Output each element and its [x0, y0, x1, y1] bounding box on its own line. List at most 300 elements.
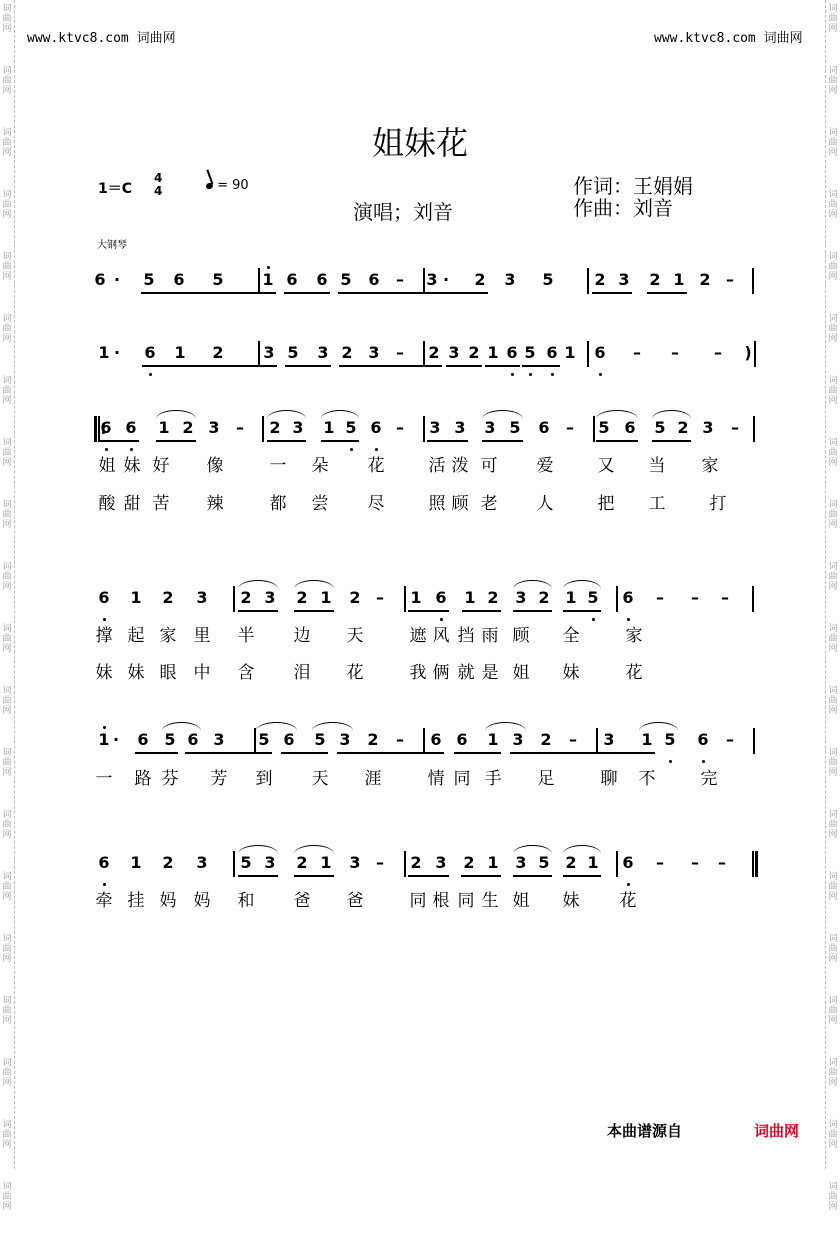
bar-line — [423, 416, 425, 442]
note: 2 — [677, 418, 689, 437]
lyric-char: 顾 — [451, 494, 469, 514]
note: 5 — [345, 418, 357, 437]
watermark-text: 词曲网 — [828, 314, 838, 344]
note: 1 — [487, 343, 499, 362]
octave-dot — [350, 448, 353, 451]
slur-arc — [294, 580, 334, 589]
note: – — [656, 853, 664, 872]
lyric-char: 泼 — [451, 456, 469, 476]
lyric-char: 爱 — [536, 456, 554, 476]
note: 5 — [509, 418, 521, 437]
lyric-char: 就 — [457, 663, 475, 683]
lyric-char: 工 — [648, 494, 666, 514]
watermark-text: 词曲网 — [2, 190, 12, 220]
note: 1 — [641, 730, 653, 749]
note: 6 — [144, 343, 156, 362]
watermark-text: 词曲网 — [828, 66, 838, 96]
watermark-text: 词曲网 — [2, 748, 12, 778]
slur-arc — [563, 845, 601, 854]
note: 5 — [587, 588, 599, 607]
note: 2 — [296, 853, 308, 872]
note: 1 — [673, 270, 685, 289]
bar-line — [587, 341, 589, 367]
bar-line — [587, 268, 589, 294]
note: – — [396, 418, 404, 437]
bar-line — [593, 416, 595, 442]
song-title: 姐妹花 — [371, 124, 468, 162]
note: – — [566, 418, 574, 437]
note: 6 — [624, 418, 636, 437]
note: – — [726, 730, 734, 749]
watermark-text: 词曲网 — [828, 128, 838, 158]
bar-line — [752, 851, 754, 877]
lyric-char: 一 — [269, 456, 287, 476]
beam-line — [98, 440, 139, 442]
left-watermark-strip — [0, 0, 15, 1212]
lyric-char: 我 — [409, 663, 427, 683]
meter-bottom: 4 — [154, 184, 163, 198]
note: 5 — [314, 730, 326, 749]
beam-line — [482, 440, 523, 442]
watermark-text: 词曲网 — [828, 190, 838, 220]
note: – — [376, 853, 384, 872]
watermark-text: 词曲网 — [828, 500, 838, 530]
slur-arc — [256, 722, 297, 731]
lyric-char: 照 — [428, 494, 446, 514]
watermark-text: 词曲网 — [828, 562, 838, 592]
note: – — [236, 418, 244, 437]
note: 6 — [100, 418, 112, 437]
note: 3 — [264, 853, 276, 872]
lyric-char: 同 — [453, 769, 471, 789]
lyric-char: 可 — [480, 456, 498, 476]
note: 2 — [162, 853, 174, 872]
lyric-char: 姐 — [98, 456, 116, 476]
bar-line — [423, 268, 425, 294]
note: 6 — [456, 730, 468, 749]
watermark-text: 词曲网 — [828, 872, 838, 902]
note: 1 — [487, 853, 499, 872]
note: 3 — [264, 588, 276, 607]
beam-line — [408, 875, 449, 877]
beam-line — [596, 440, 638, 442]
slur-arc — [294, 845, 334, 854]
note: 5 — [598, 418, 610, 437]
bar-line — [616, 851, 618, 877]
note: ) — [744, 343, 752, 362]
watermark-text: 词曲网 — [2, 1182, 12, 1212]
beam-line — [408, 610, 449, 612]
watermark-text: 词曲网 — [828, 1120, 838, 1150]
note: 1 — [410, 588, 422, 607]
note: 1 — [487, 730, 499, 749]
bar-line — [755, 851, 758, 877]
lyric-char: 遮 — [409, 626, 427, 646]
lyric-char: 顾 — [512, 626, 530, 646]
watermark-text: 词曲网 — [2, 4, 12, 34]
lyric-char: 芳 — [210, 769, 228, 789]
right-watermark-strip — [825, 0, 840, 1212]
note: 2 — [240, 588, 252, 607]
lyric-char: 像 — [206, 456, 224, 476]
note: 3 — [448, 343, 460, 362]
note: 3 — [504, 270, 516, 289]
repeat-start — [98, 416, 100, 442]
note: 3 — [208, 418, 220, 437]
note: – — [569, 730, 577, 749]
note: 2 — [428, 343, 440, 362]
note: – — [376, 588, 384, 607]
bar-line — [753, 728, 755, 754]
note: 2 — [699, 270, 711, 289]
note: 3 — [515, 853, 527, 872]
note: 6 — [622, 588, 634, 607]
singer-credit: 演唱；刘音 — [353, 200, 453, 224]
site-url[interactable]: www.ktvc8.com — [27, 31, 129, 46]
note: 1 — [323, 418, 335, 437]
watermark-text: 词曲网 — [828, 934, 838, 964]
note: 2 — [341, 343, 353, 362]
site-name: 词曲网 — [136, 31, 176, 46]
watermark-text: 词曲网 — [2, 128, 12, 158]
note: 2 — [182, 418, 194, 437]
lyric-char: 花 — [346, 663, 364, 683]
note: 6 — [98, 588, 110, 607]
lyric-char: 打 — [709, 494, 727, 514]
note: 2 — [538, 588, 550, 607]
lyric-char: 同 — [409, 891, 427, 911]
slur-arc — [238, 580, 278, 589]
lyric-char: 俩 — [432, 663, 450, 683]
composer-credit: 作曲：刘音 — [573, 196, 673, 220]
time-signature — [154, 172, 162, 198]
lyric-char: 和 — [237, 891, 255, 911]
beam-line — [294, 875, 334, 877]
note: 2 — [649, 270, 661, 289]
lyric-char: 挡 — [457, 626, 475, 646]
note: – — [731, 418, 739, 437]
note: 1 — [262, 270, 274, 289]
octave-dot — [669, 760, 672, 763]
note: 6 — [173, 270, 185, 289]
note: 6 — [98, 853, 110, 872]
note: · — [113, 270, 121, 289]
note: 3 — [435, 853, 447, 872]
lyric-char: 足 — [537, 769, 555, 789]
bar-line — [404, 851, 406, 877]
watermark-text: 词曲网 — [828, 810, 838, 840]
beam-line — [454, 752, 501, 754]
lyric-char: 姐 — [512, 891, 530, 911]
note: – — [633, 343, 641, 362]
source-label: 本曲谱源自 — [607, 1122, 683, 1140]
lyric-char: 是 — [481, 663, 499, 683]
lyric-char: 妈 — [159, 891, 177, 911]
watermark-text: 词曲网 — [828, 1058, 838, 1088]
note: 1 — [565, 588, 577, 607]
bar-line — [258, 341, 260, 367]
lyric-char: 苦 — [152, 494, 170, 514]
note: 3 — [339, 730, 351, 749]
bar-line — [753, 416, 755, 442]
beam-line — [284, 292, 330, 294]
lyric-char: 起 — [127, 626, 145, 646]
lyric-char: 聊 — [600, 769, 618, 789]
note: 5 — [240, 853, 252, 872]
watermark-text: 词曲网 — [828, 748, 838, 778]
site-name: 词曲网 — [763, 31, 803, 46]
bar-line — [752, 586, 754, 612]
watermark-text: 词曲网 — [2, 500, 12, 530]
note: 5 — [538, 853, 550, 872]
beam-line — [485, 365, 520, 367]
lyric-char: 半 — [237, 626, 255, 646]
beam-line — [238, 610, 278, 612]
beam-line — [652, 440, 691, 442]
beam-line — [185, 752, 272, 754]
lyric-char: 尝 — [311, 494, 329, 514]
note: 2 — [367, 730, 379, 749]
beam-line — [267, 440, 306, 442]
beam-line — [238, 875, 278, 877]
note: 3 — [702, 418, 714, 437]
beam-line — [563, 875, 601, 877]
slur-arc — [312, 722, 353, 731]
note: – — [721, 588, 729, 607]
watermark-text: 词曲网 — [2, 624, 12, 654]
note: 1 — [174, 343, 186, 362]
note: 3 — [317, 343, 329, 362]
beam-line — [510, 752, 655, 754]
lyric-char: 风 — [432, 626, 450, 646]
octave-dot — [511, 373, 514, 376]
note: 3 — [484, 418, 496, 437]
watermark-text: 词曲网 — [2, 66, 12, 96]
lyric-char: 生 — [481, 891, 499, 911]
bar-line — [423, 341, 425, 367]
lyric-char: 牵 — [95, 891, 113, 911]
beam-line — [427, 440, 468, 442]
lyric-char: 完 — [700, 769, 718, 789]
watermark-text: 词曲网 — [2, 252, 12, 282]
note: 2 — [296, 588, 308, 607]
watermark-text: 词曲网 — [2, 438, 12, 468]
beam-line — [294, 610, 334, 612]
note: – — [396, 730, 404, 749]
bar-line — [233, 586, 235, 612]
watermark-text: 词曲网 — [2, 376, 12, 406]
lyric-char: 路 — [134, 769, 152, 789]
note: 2 — [349, 588, 361, 607]
octave-dot — [267, 266, 270, 269]
note: 3 — [213, 730, 225, 749]
note: 1 — [564, 343, 576, 362]
lyric-char: 根 — [432, 891, 450, 911]
lyric-char: 爸 — [293, 891, 311, 911]
note: 6 — [94, 270, 106, 289]
watermark-text: 词曲网 — [828, 996, 838, 1026]
watermark-text: 词曲网 — [2, 314, 12, 344]
note: 1 — [320, 588, 332, 607]
note: 1 — [98, 730, 110, 749]
beam-line — [461, 875, 501, 877]
slur-arc — [156, 410, 196, 419]
note: 3 — [263, 343, 275, 362]
bar-line — [754, 341, 756, 367]
lyric-char: 活 — [428, 456, 446, 476]
beam-line — [462, 610, 501, 612]
lyric-char: 家 — [625, 626, 643, 646]
lyric-char: 好 — [152, 456, 170, 476]
watermark-text: 词曲网 — [828, 438, 838, 468]
note: 1 — [130, 588, 142, 607]
note: 6 — [430, 730, 442, 749]
lyric-char: 天 — [311, 769, 329, 789]
note: 2 — [463, 853, 475, 872]
note: 6 — [538, 418, 550, 437]
slur-arc — [596, 410, 638, 419]
lyric-char: 朵 — [311, 456, 329, 476]
slur-arc — [162, 722, 201, 731]
watermark-text: 词曲网 — [2, 996, 12, 1026]
watermark-text: 词曲网 — [828, 1182, 838, 1212]
note: 3 — [618, 270, 630, 289]
note: 2 — [487, 588, 499, 607]
slur-arc — [267, 410, 306, 419]
watermark-text: 词曲网 — [828, 624, 838, 654]
note: 5 — [664, 730, 676, 749]
note: – — [656, 588, 664, 607]
lyric-char: 边 — [293, 626, 311, 646]
octave-dot — [149, 373, 152, 376]
watermark-text: 词曲网 — [828, 686, 838, 716]
octave-dot — [551, 373, 554, 376]
bar-line — [596, 728, 598, 754]
note: 3 — [196, 853, 208, 872]
note: 3 — [429, 418, 441, 437]
note: 3 — [196, 588, 208, 607]
watermark-text: 词曲网 — [828, 252, 838, 282]
lyric-char: 人 — [536, 494, 554, 514]
lyric-char: 到 — [255, 769, 273, 789]
lyric-char: 眼 — [159, 663, 177, 683]
note: 1 — [320, 853, 332, 872]
lyric-char: 里 — [193, 626, 211, 646]
note: 6 — [546, 343, 558, 362]
note: 5 — [524, 343, 536, 362]
beam-line — [513, 610, 552, 612]
lyric-char: 不 — [638, 769, 656, 789]
beam-line — [338, 292, 488, 294]
lyric-char: 芬 — [161, 769, 179, 789]
tempo-marking — [206, 178, 249, 193]
note: 2 — [212, 343, 224, 362]
watermark-text: 词曲网 — [828, 4, 838, 34]
note: 5 — [164, 730, 176, 749]
lyric-char: 酸 — [98, 494, 116, 514]
watermark-text: 词曲网 — [2, 1058, 12, 1088]
slur-arc — [482, 410, 523, 419]
lyric-char: 辣 — [206, 494, 224, 514]
note: 6 — [622, 853, 634, 872]
lyric-char: 老 — [480, 494, 498, 514]
site-url[interactable]: www.ktvc8.com — [654, 31, 756, 46]
beam-line — [647, 292, 687, 294]
note: – — [671, 343, 679, 362]
note: 6 — [697, 730, 709, 749]
note: 3 — [292, 418, 304, 437]
repeat-start — [94, 416, 97, 442]
lyric-char: 涯 — [364, 769, 382, 789]
note: 2 — [269, 418, 281, 437]
header-left — [27, 27, 176, 46]
note: 3 — [515, 588, 527, 607]
lyric-char: 当 — [648, 456, 666, 476]
beam-line — [135, 752, 178, 754]
note: 3 — [368, 343, 380, 362]
note: 5 — [212, 270, 224, 289]
beam-line — [156, 440, 196, 442]
note: 1 — [158, 418, 170, 437]
lyric-char: 爸 — [346, 891, 364, 911]
note: 6 — [316, 270, 328, 289]
note: 6 — [137, 730, 149, 749]
bar-line — [752, 268, 754, 294]
beam-line — [281, 752, 328, 754]
note: 6 — [187, 730, 199, 749]
watermark-text: 词曲网 — [2, 686, 12, 716]
note: 2 — [540, 730, 552, 749]
bar-line — [423, 728, 425, 754]
lyric-char: 全 — [562, 626, 580, 646]
source-name[interactable]: 词曲网 — [754, 1122, 800, 1140]
beam-line — [337, 752, 444, 754]
lyric-char: 花 — [367, 456, 385, 476]
lyric-char: 同 — [457, 891, 475, 911]
octave-dot — [702, 760, 705, 763]
lyric-char: 中 — [193, 663, 211, 683]
note: 1 — [130, 853, 142, 872]
note: 1 — [464, 588, 476, 607]
watermark-text: 词曲网 — [2, 934, 12, 964]
note: 2 — [474, 270, 486, 289]
note: · — [112, 730, 120, 749]
note: 6 — [594, 343, 606, 362]
lyric-char: 妈 — [193, 891, 211, 911]
beam-line — [513, 875, 552, 877]
note: · — [442, 270, 450, 289]
quarter-note-icon — [205, 182, 214, 190]
lyric-char: 家 — [159, 626, 177, 646]
slur-arc — [563, 580, 601, 589]
bar-line — [404, 586, 406, 612]
beam-line — [321, 440, 359, 442]
slur-arc — [485, 722, 526, 731]
lyric-char: 家 — [701, 456, 719, 476]
watermark-text: 词曲网 — [828, 376, 838, 406]
watermark-text: 词曲网 — [2, 562, 12, 592]
octave-dot — [103, 726, 106, 729]
note: – — [714, 343, 722, 362]
lyric-char: 撑 — [95, 626, 113, 646]
tempo-value: = 90 — [217, 178, 249, 193]
lyric-char: 一 — [95, 769, 113, 789]
note: · — [113, 343, 121, 362]
beam-line — [141, 292, 276, 294]
note: 1 — [587, 853, 599, 872]
lyric-char: 花 — [625, 663, 643, 683]
note: 5 — [287, 343, 299, 362]
